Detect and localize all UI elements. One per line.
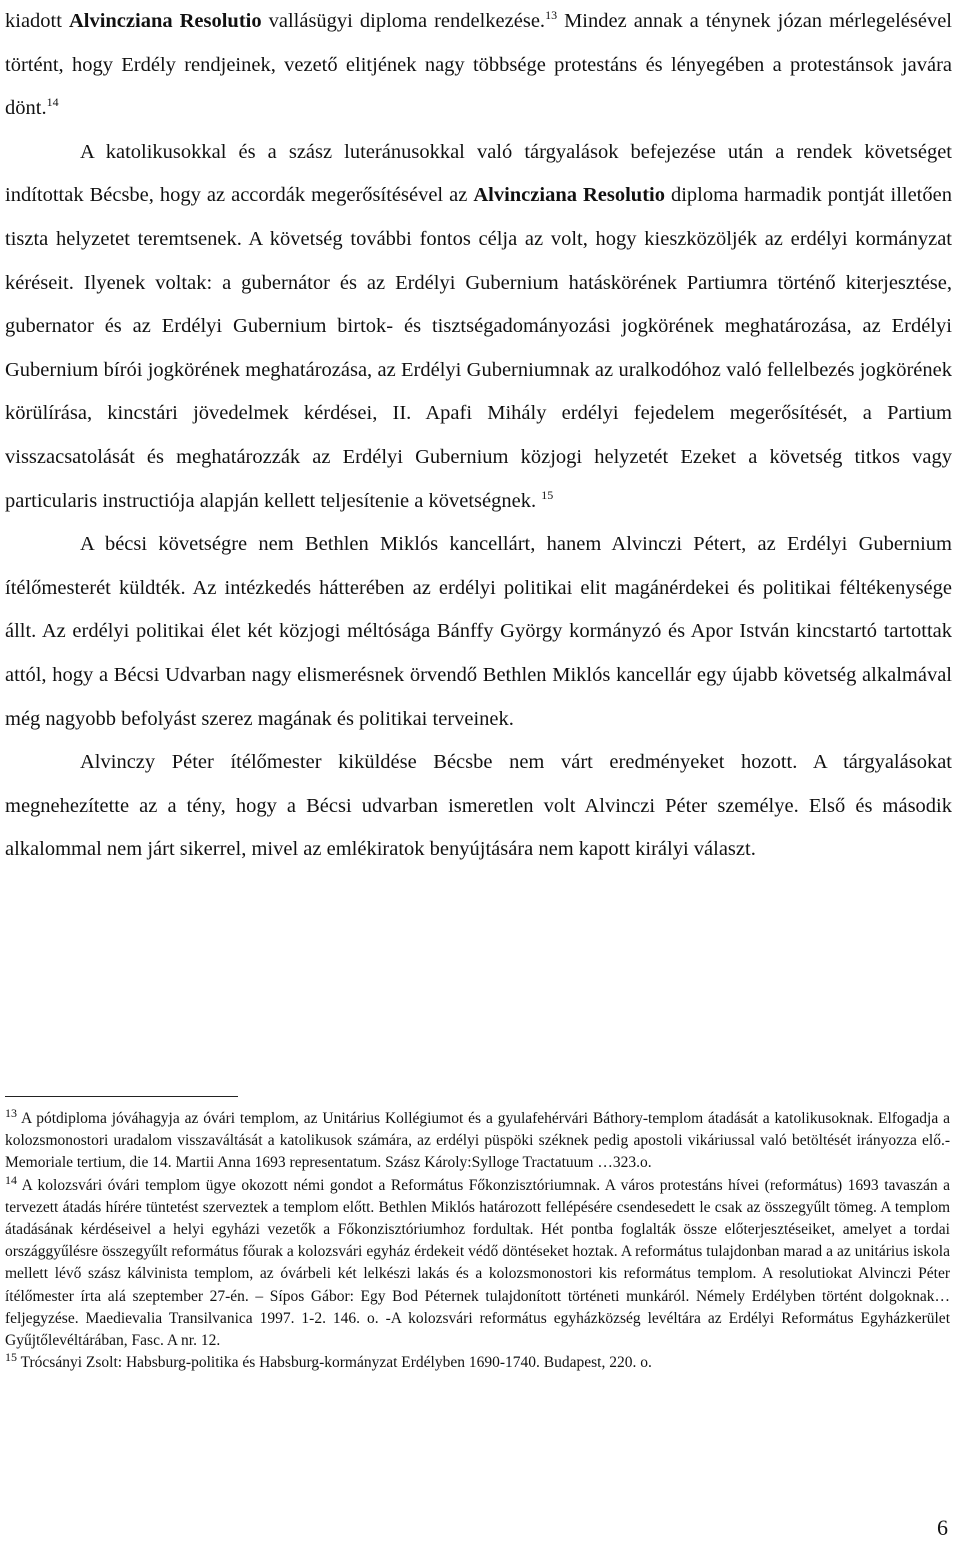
paragraph bbox=[5, 131, 952, 523]
footnote-number: 13 bbox=[5, 1105, 17, 1120]
footnote-text: A kolozsvári óvári templom ügye okozott némi gondot a Református Főkonzisztóriumnak. A város protestáns hívei (református) 1693 tavaszán a tervezett átadás hírére tüntetést szerveztek a templom előtt. Bethlen Miklós határozott fellépésére csendesedett le csak az összegyűlt tömeg. A templom átadásának kérdéseivel a helyi egyházi vezetők a Főkonzisztóriumhoz fordultak. Hét pontba foglalták össze előterjesztéseiket, amelyet a tordai országgyűlésre összegyűlt református főurak a kolozsvári egyház érdekeit védő döntéseket hoztak. A református tulajdonban marad a az unitárius iskola mellett lévő szász kálvinista templom, az óvárbeli két lelkészi lakás és a kolozsmonostori kis református templom. A resolutiokat Alvinczi Péter ítélőmester írta alá szeptember 27-én. – Sípos Gábor: Egy Bod Péternek tulajdonított történeti munkáról. Némely Erdélyben történt dolgoknak… feljegyzése. Maedievalia Transilvanica 1997. 1-2. 146. o. -A kolozsvári református egyházközség levéltára az Erdélyi Református Egyházkerület Gyűjtőlevéltárában, Fasc. A nr. 12. bbox=[5, 1176, 950, 1350]
footnote-ref: 14 bbox=[46, 95, 59, 110]
paragraph bbox=[5, 0, 952, 131]
footnote bbox=[5, 1105, 950, 1175]
text-run: kiadott bbox=[5, 10, 69, 32]
text-run: Alvinczy Péter ítélőmester kiküldése Bécsbe nem várt eredményeket hozott. A tárgyalásokat megnehezítette az a tény, hogy a Bécsi udvarban ismeretlen volt Alvinczi Péter személye. Első és második alkalommal nem járt sikerrel, mivel az emlékiratok benyújtására nem kapott királyi választ. bbox=[5, 751, 952, 861]
footnotes bbox=[5, 1105, 950, 1374]
footnote-text: Trócsányi Zsolt: Habsburg-politika és Habsburg-kormányzat Erdélyben 1690-1740. Budapest, 220. o. bbox=[17, 1354, 652, 1372]
bold-term: Alvincziana Resolutio bbox=[473, 184, 665, 207]
footnote-number: 14 bbox=[5, 1172, 17, 1187]
text-run: diploma harmadik pontját illetően tiszta helyzetet teremtsenek. A követség további fontos célja az volt, hogy kieszközöljék az erdélyi kormányzat kéréseit. Ilyenek voltak: a gubernátor és az Erdélyi Gubernium hatáskörének Partiumra történő kiterjesztése, gubernator és az Erdélyi Gubernium birtok- és tisztségadományozási jogkörének meghatározása, az Erdélyi Gubernium bírói jogkörének meghatározása, az Erdélyi Guberniumnak az uralkodóhoz való fellelbezés jogkörének körülírása, kincstári jövedelmek kérdései, II. Apafi Mihály erdélyi fejedelem megerősítését, a Partium visszacsatolását és meghatározzák az Erdélyi Gubernium közjogi helyzetét Ezeket a követség titkos vagy particularis instructiója alapján kellett teljesítenie a követségnek. bbox=[5, 184, 952, 512]
text-run: vallásügyi diploma rendelkezése. bbox=[261, 10, 546, 32]
text-run: Mindez annak a ténynek józan mérlegelésével történt, hogy Erdély rendjeinek, vezető elitjének nagy többsége protestáns és lényegében a protestánsok javára dönt. bbox=[5, 10, 952, 120]
page-number: 6 bbox=[937, 1515, 948, 1540]
footnote-text: A pótdiploma jóváhagyja az óvári templom, az Unitárius Kollégiumot és a gyulafehérvári Báthory-templom átadását a katolikusoknak. Elfogadja a kolozsmonostori uradalom visszaváltását a katolikusok számára, az erdélyi püspöki széknek pedig apostoli vikáriussal való betöltését irányozza elő.-Memoriale tertium, die 14. Martii Anna 1693 representatum. Szász Károly:Sylloge Tractatuum …323.o. bbox=[5, 1110, 950, 1172]
footnote-number: 15 bbox=[5, 1350, 17, 1365]
footnote-separator bbox=[5, 1096, 238, 1097]
footnote-ref: 15 bbox=[541, 487, 554, 502]
paragraph bbox=[5, 523, 952, 741]
text-run: A bécsi követségre nem Bethlen Miklós kancellárt, hanem Alvinczi Pétert, az Erdélyi Gubernium ítélőmesterét küldték. Az intézkedés hátterében az erdélyi politikai elit magánérdekei és politikai féltékenysége állt. Az erdélyi politikai élet két közjogi méltósága Bánffy György kormányzó és Apor István kincstartó tartottak attól, hogy a Bécsi Udvarban nagy elismerésnek örvendő Bethlen Miklós kancellár egy újabb követség alkalmával még nagyobb befolyást szerez magának és politikai terveinek. bbox=[5, 533, 952, 730]
paragraph bbox=[5, 741, 952, 872]
body-text bbox=[5, 0, 952, 872]
footnote-ref: 13 bbox=[545, 8, 558, 23]
bold-term: Alvincziana Resolutio bbox=[68, 10, 262, 32]
text-run: A katolikusokkal és a szász luteránusokkal való tárgyalások befejezése után a rendek követséget indítottak Bécsbe, hogy az accordák megerősítésével az bbox=[5, 140, 952, 207]
footnote bbox=[5, 1352, 950, 1374]
footnote bbox=[5, 1172, 950, 1353]
